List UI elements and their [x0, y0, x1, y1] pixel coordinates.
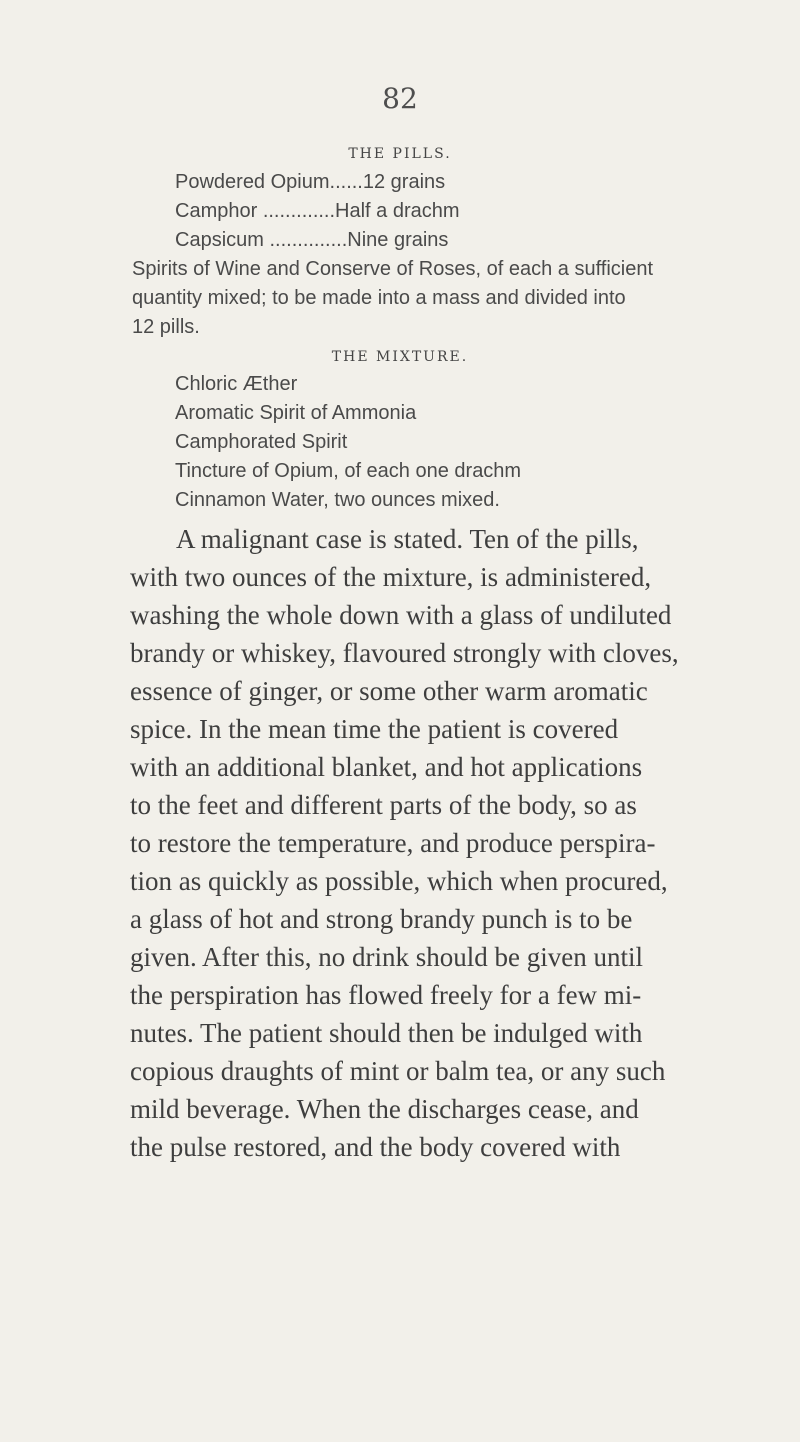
paragraph-line: nutes. The patient should then be indulged with: [130, 1018, 643, 1048]
paragraph-line: spice. In the mean time the patient is covered: [130, 714, 619, 744]
pills-instruction-line: quantity mixed; to be made into a mass and divided into: [132, 287, 626, 309]
paragraph-line: with an additional blanket, and hot applications: [130, 752, 643, 782]
paragraph-line: the pulse restored, and the body covered with: [130, 1132, 621, 1162]
paragraph-line: washing the whole down with a glass of undiluted: [130, 600, 672, 630]
paragraph-line: with two ounces of the mixture, is administered,: [130, 562, 652, 592]
paragraph-line: A malignant case is stated. Ten of the pills,: [176, 524, 639, 554]
pills-heading: THE PILLS.: [348, 146, 452, 162]
page-number: 82: [382, 82, 418, 115]
paragraph-line: essence of ginger, or some other warm aromatic: [130, 676, 648, 706]
paragraph-line: to restore the temperature, and produce perspira-: [130, 828, 656, 858]
main-paragraph: [130, 520, 770, 1166]
pills-ingredient: Capsicum ..............Nine grains: [175, 229, 449, 251]
pills-instruction-line: 12 pills.: [132, 316, 200, 338]
paragraph-line: brandy or whiskey, flavoured strongly with cloves,: [130, 638, 679, 668]
mixture-heading: THE MIXTURE.: [331, 349, 469, 365]
pills-instruction-line: Spirits of Wine and Conserve of Roses, of each a sufficient: [132, 258, 654, 280]
paragraph-line: mild beverage. When the discharges cease, and: [130, 1094, 639, 1124]
mixture-ingredient: Chloric Æther: [175, 373, 298, 395]
mixture-ingredient: Camphorated Spirit: [175, 431, 348, 453]
pills-ingredient: Powdered Opium......12 grains: [175, 171, 446, 193]
paragraph-line: to the feet and different parts of the body, so as: [130, 790, 637, 820]
paragraph-line: the perspiration has flowed freely for a few mi-: [130, 980, 642, 1010]
mixture-ingredient: Cinnamon Water, two ounces mixed.: [175, 489, 500, 511]
paragraph-line: a glass of hot and strong brandy punch is to be: [130, 904, 633, 934]
mixture-ingredient: Tincture of Opium, of each one drachm: [175, 460, 522, 482]
paragraph-line: tion as quickly as possible, which when procured,: [130, 866, 668, 896]
mixture-ingredient: Aromatic Spirit of Ammonia: [175, 402, 417, 424]
paragraph-line: copious draughts of mint or balm tea, or any such: [130, 1056, 666, 1086]
pills-ingredient: Camphor .............Half a drachm: [175, 200, 460, 222]
paragraph-line: given. After this, no drink should be given until: [130, 942, 643, 972]
